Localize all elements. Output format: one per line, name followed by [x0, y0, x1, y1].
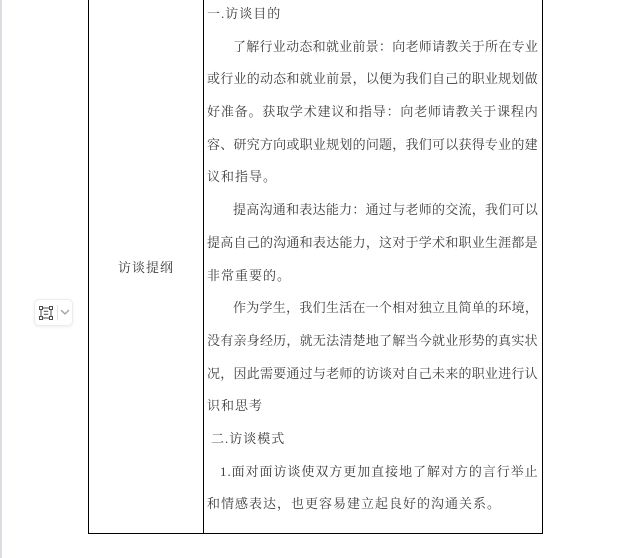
- text-line[interactable]: 1 . 面 对 面 访 谈 使 双 方 更 加 直 接 地 了 解 对 方 的 言 行 举 止: [220, 463, 538, 479]
- text-line[interactable]: 没 有 亲 身 经 历 ， 就 无 法 清 楚 地 了 解 当 今 就 业 形 势 的 真 实 状: [207, 332, 538, 348]
- text-line[interactable]: 和情感表达，也更容易建立起良好的沟通关系。: [207, 496, 502, 512]
- dropdown-toggle[interactable]: [58, 300, 72, 325]
- text-line[interactable]: 一.访谈目的: [207, 6, 282, 21]
- content-lines: [207, 0, 538, 521]
- text-line[interactable]: 二.访谈模式: [211, 430, 286, 446]
- frame-select-icon: [35, 300, 57, 325]
- text-line[interactable]: 况 ， 因 此 需 要 通 过 与 老 师 的 访 谈 对 自 己 未 来 的 职 业 进 行 认: [207, 365, 538, 381]
- text-line[interactable]: 识和思考: [207, 398, 264, 414]
- page-edge-strip: [0, 0, 2, 558]
- text-line[interactable]: 非常重要的。: [207, 267, 292, 283]
- document-table: [88, 0, 543, 534]
- text-line[interactable]: 议和指导。: [207, 169, 278, 185]
- text-line[interactable]: 或 行 业 的 动 态 和 就 业 前 景 ， 以 便 为 我 们 自 己 的 职 业 规 划 做: [207, 71, 538, 87]
- table-select-button[interactable]: [34, 299, 73, 326]
- text-line[interactable]: 提 高 自 己 的 沟 通 和 表 达 能 力 ， 这 对 于 学 术 和 职 业 生 涯 都 是: [207, 234, 538, 250]
- text-line[interactable]: 容 、 研 究 方 向 或 职 业 规 划 的 问 题 ， 我 们 可 以 获 得 专 业 的 建: [207, 136, 538, 152]
- text-line[interactable]: 提 高 沟 通 和 表 达 能 力 ： 通 过 与 老 师 的 交 流 ， 我 们 可 以: [233, 202, 538, 218]
- table-cell-content[interactable]: [204, 0, 542, 533]
- text-line[interactable]: 好 准 备 。 获 取 学 术 建 议 和 指 导 ： 向 老 师 请 教 关 于 课 程 内: [207, 104, 538, 120]
- text-line[interactable]: 了 解 行 业 动 态 和 就 业 前 景 ： 向 老 师 请 教 关 于 所 在 专 业: [233, 38, 538, 54]
- table-cell-row-label[interactable]: 访谈提纲: [89, 0, 204, 533]
- chevron-down-icon: [60, 309, 70, 316]
- text-line[interactable]: 作 为 学 生 ， 我 们 生 活 在 一 个 相 对 独 立 且 简 单 的 环 境 ，: [233, 300, 538, 316]
